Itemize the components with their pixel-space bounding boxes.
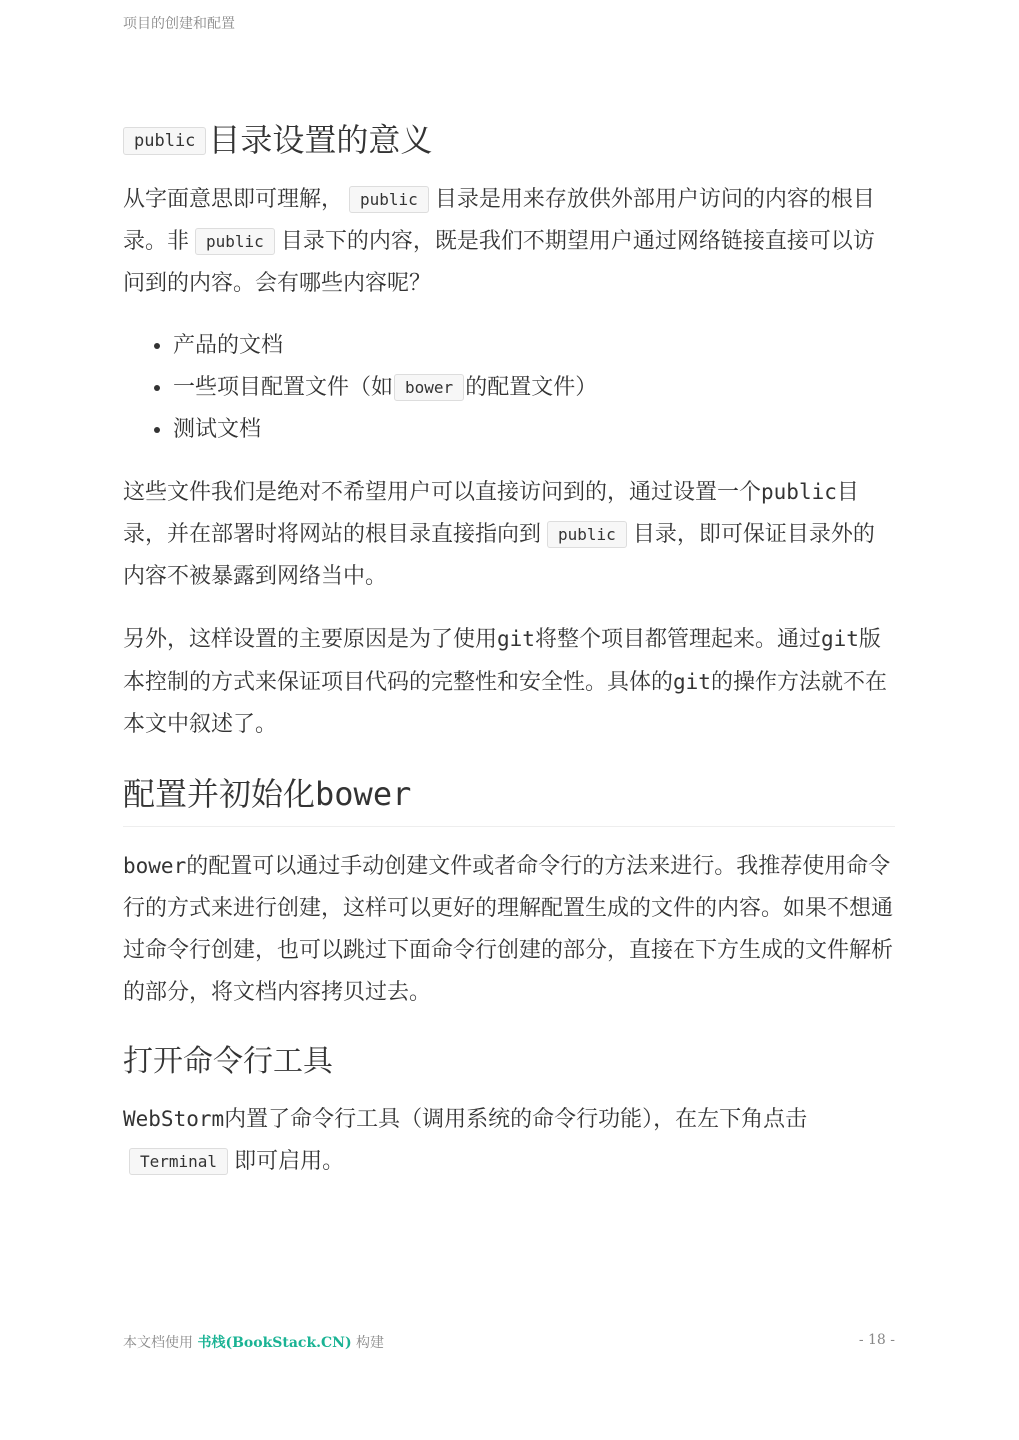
- text-run: 从字面意思即可理解，: [123, 187, 344, 212]
- subsection-heading-terminal: 打开命令行工具: [123, 1044, 333, 1079]
- text-run: 目录下的内容，既是我们不期望用户通过网络链接直接可以访问到的内容。会有哪些内容呢？: [123, 229, 875, 296]
- list-item: [173, 367, 895, 409]
- inline-code-terminal: Terminal: [129, 1148, 228, 1175]
- running-header: 项目的创建和配置: [123, 16, 235, 32]
- section-heading-public-directory: [123, 112, 895, 169]
- text-run: 的配置文件）: [465, 375, 598, 400]
- text-run: 目录，并在部署时将网站的根目录直接指向到: [123, 480, 859, 547]
- inline-code-bower: bower: [394, 374, 464, 401]
- text-run: 的操作方法就不在本文中叙述了。: [123, 670, 887, 737]
- mono-text: bower: [123, 854, 187, 878]
- mono-text: git: [673, 670, 711, 694]
- text-run: 这些文件我们是绝对不希望用户可以直接访问到的，通过设置一个: [123, 480, 762, 505]
- heading-text: 配置并初始化: [123, 775, 316, 813]
- heading-mono: bower: [315, 775, 412, 813]
- bullet-list: [123, 325, 895, 451]
- mono-text: git: [497, 627, 535, 651]
- text-run: 另外，这样设置的主要原因是为了使用: [123, 627, 498, 652]
- text-run: 即可启用。: [234, 1149, 345, 1174]
- paragraph-public-intro: [123, 179, 895, 305]
- section-heading-bower: [123, 766, 895, 827]
- text-run: 内置了命令行工具（调用系统的命令行功能），在左下角点击: [224, 1107, 808, 1132]
- heading-text: 目录设置的意义: [208, 121, 433, 159]
- heading-inline-code: public: [123, 127, 206, 155]
- text-run: 目录是用来存放供外部用户访问的内容的根目录。非: [123, 187, 875, 254]
- inline-code-public: public: [349, 186, 429, 213]
- footer-prefix: 本文档使用: [123, 1335, 198, 1351]
- paragraph-public-purpose: [123, 471, 895, 598]
- footer-brand-link[interactable]: 书栈(BookStack.CN): [197, 1335, 352, 1351]
- text-run: 版本控制的方式来保证项目代码的完整性和安全性。具体的: [123, 627, 881, 695]
- paragraph-bower-config: [123, 845, 895, 1014]
- mono-text: WebStorm: [123, 1107, 225, 1131]
- inline-code-public: public: [547, 521, 627, 548]
- inline-code-public: public: [195, 228, 275, 255]
- text-run: 一些项目配置文件（如: [173, 375, 394, 400]
- list-item: • 产品的文档: [173, 325, 895, 367]
- text-run: 的配置可以通过手动创建文件或者命令行的方法来进行。我推荐使用命令行的方式来进行创建，这样可以更好的理解配置生成的文件的内容。如果不想通过命令行创建，也可以跳过下面命令行创建的部分，直接在下方生成的文件解析的部分，将文档内容拷贝过去。: [123, 854, 894, 1005]
- text-run: 将整个项目都管理起来。通过: [534, 627, 821, 652]
- mono-text: git: [820, 627, 859, 651]
- paragraph-git-note: [123, 618, 895, 746]
- text-run: 目录，即可保证目录外的内容不被暴露到网络当中。: [123, 522, 875, 589]
- mono-text: public: [761, 480, 837, 504]
- page-footer: [123, 1332, 895, 1352]
- paragraph-terminal: [123, 1098, 895, 1183]
- list-item: • 测试文档: [173, 409, 895, 451]
- footer-suffix: 构建: [351, 1335, 385, 1351]
- document-body: [123, 112, 895, 1203]
- page-number: - 18 -: [858, 1332, 895, 1348]
